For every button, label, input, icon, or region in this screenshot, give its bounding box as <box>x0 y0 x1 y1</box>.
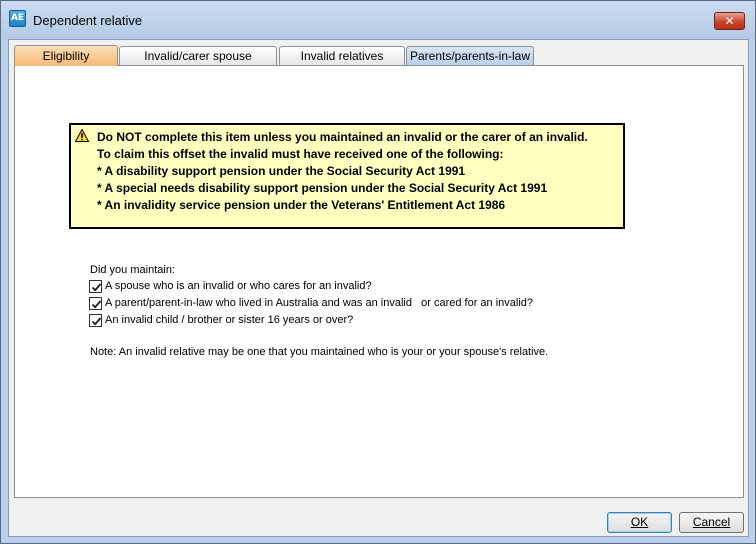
eligibility-panel <box>14 65 744 498</box>
spouse-checkbox[interactable] <box>89 280 102 293</box>
window-title: Dependent relative <box>33 13 143 28</box>
cancel-button-label: Cancel <box>692 515 731 529</box>
checkmark-icon <box>91 316 102 327</box>
title-bar[interactable] <box>1 1 755 39</box>
tab-invalid-carer-spouse[interactable]: Invalid/carer spouse <box>119 46 277 65</box>
parent-checkbox[interactable] <box>89 297 102 310</box>
spouse-option-label: A spouse who is an invalid or who cares for an invalid? <box>105 280 372 292</box>
parent-option-label: A parent/parent-in-law who lived in Australia and was an invalid or cared for an invalid? <box>105 297 534 309</box>
tab-eligibility[interactable]: Eligibility <box>14 45 118 66</box>
question-label: Did you maintain: <box>90 264 175 276</box>
warning-line: * An invalidity service pension under the Veterans' Entitlement Act 1986 <box>97 198 506 212</box>
checkmark-icon <box>91 299 102 310</box>
close-button[interactable]: ✕ <box>714 12 745 30</box>
warning-box <box>69 123 625 229</box>
tab-parents-in-law[interactable]: Parents/parents-in-law <box>406 46 534 65</box>
app-logo-icon: AE <box>9 10 26 27</box>
warning-text <box>97 129 588 214</box>
child-option-label: An invalid child / brother or sister 16 years or over? <box>105 314 354 326</box>
ok-button-label: OK <box>630 515 649 529</box>
checkmark-icon <box>91 282 102 293</box>
dialog-client-area <box>8 39 749 537</box>
warning-line: * A disability support pension under the Social Security Act 1991 <box>97 164 466 178</box>
warning-line: Do NOT complete this item unless you maintained an invalid or the carer of an invalid. <box>97 130 588 144</box>
warning-icon <box>75 129 89 142</box>
ok-button[interactable] <box>607 512 672 533</box>
child-checkbox[interactable] <box>89 314 102 327</box>
cancel-button[interactable] <box>679 512 744 533</box>
warning-line: * A special needs disability support pension under the Social Security Act 1991 <box>97 181 548 195</box>
note-text: Note: An invalid relative may be one that you maintained who is your or your spouse's relative. <box>90 346 549 358</box>
warning-line: To claim this offset the invalid must have received one of the following: <box>97 147 504 161</box>
tab-invalid-relatives[interactable]: Invalid relatives <box>279 46 405 65</box>
